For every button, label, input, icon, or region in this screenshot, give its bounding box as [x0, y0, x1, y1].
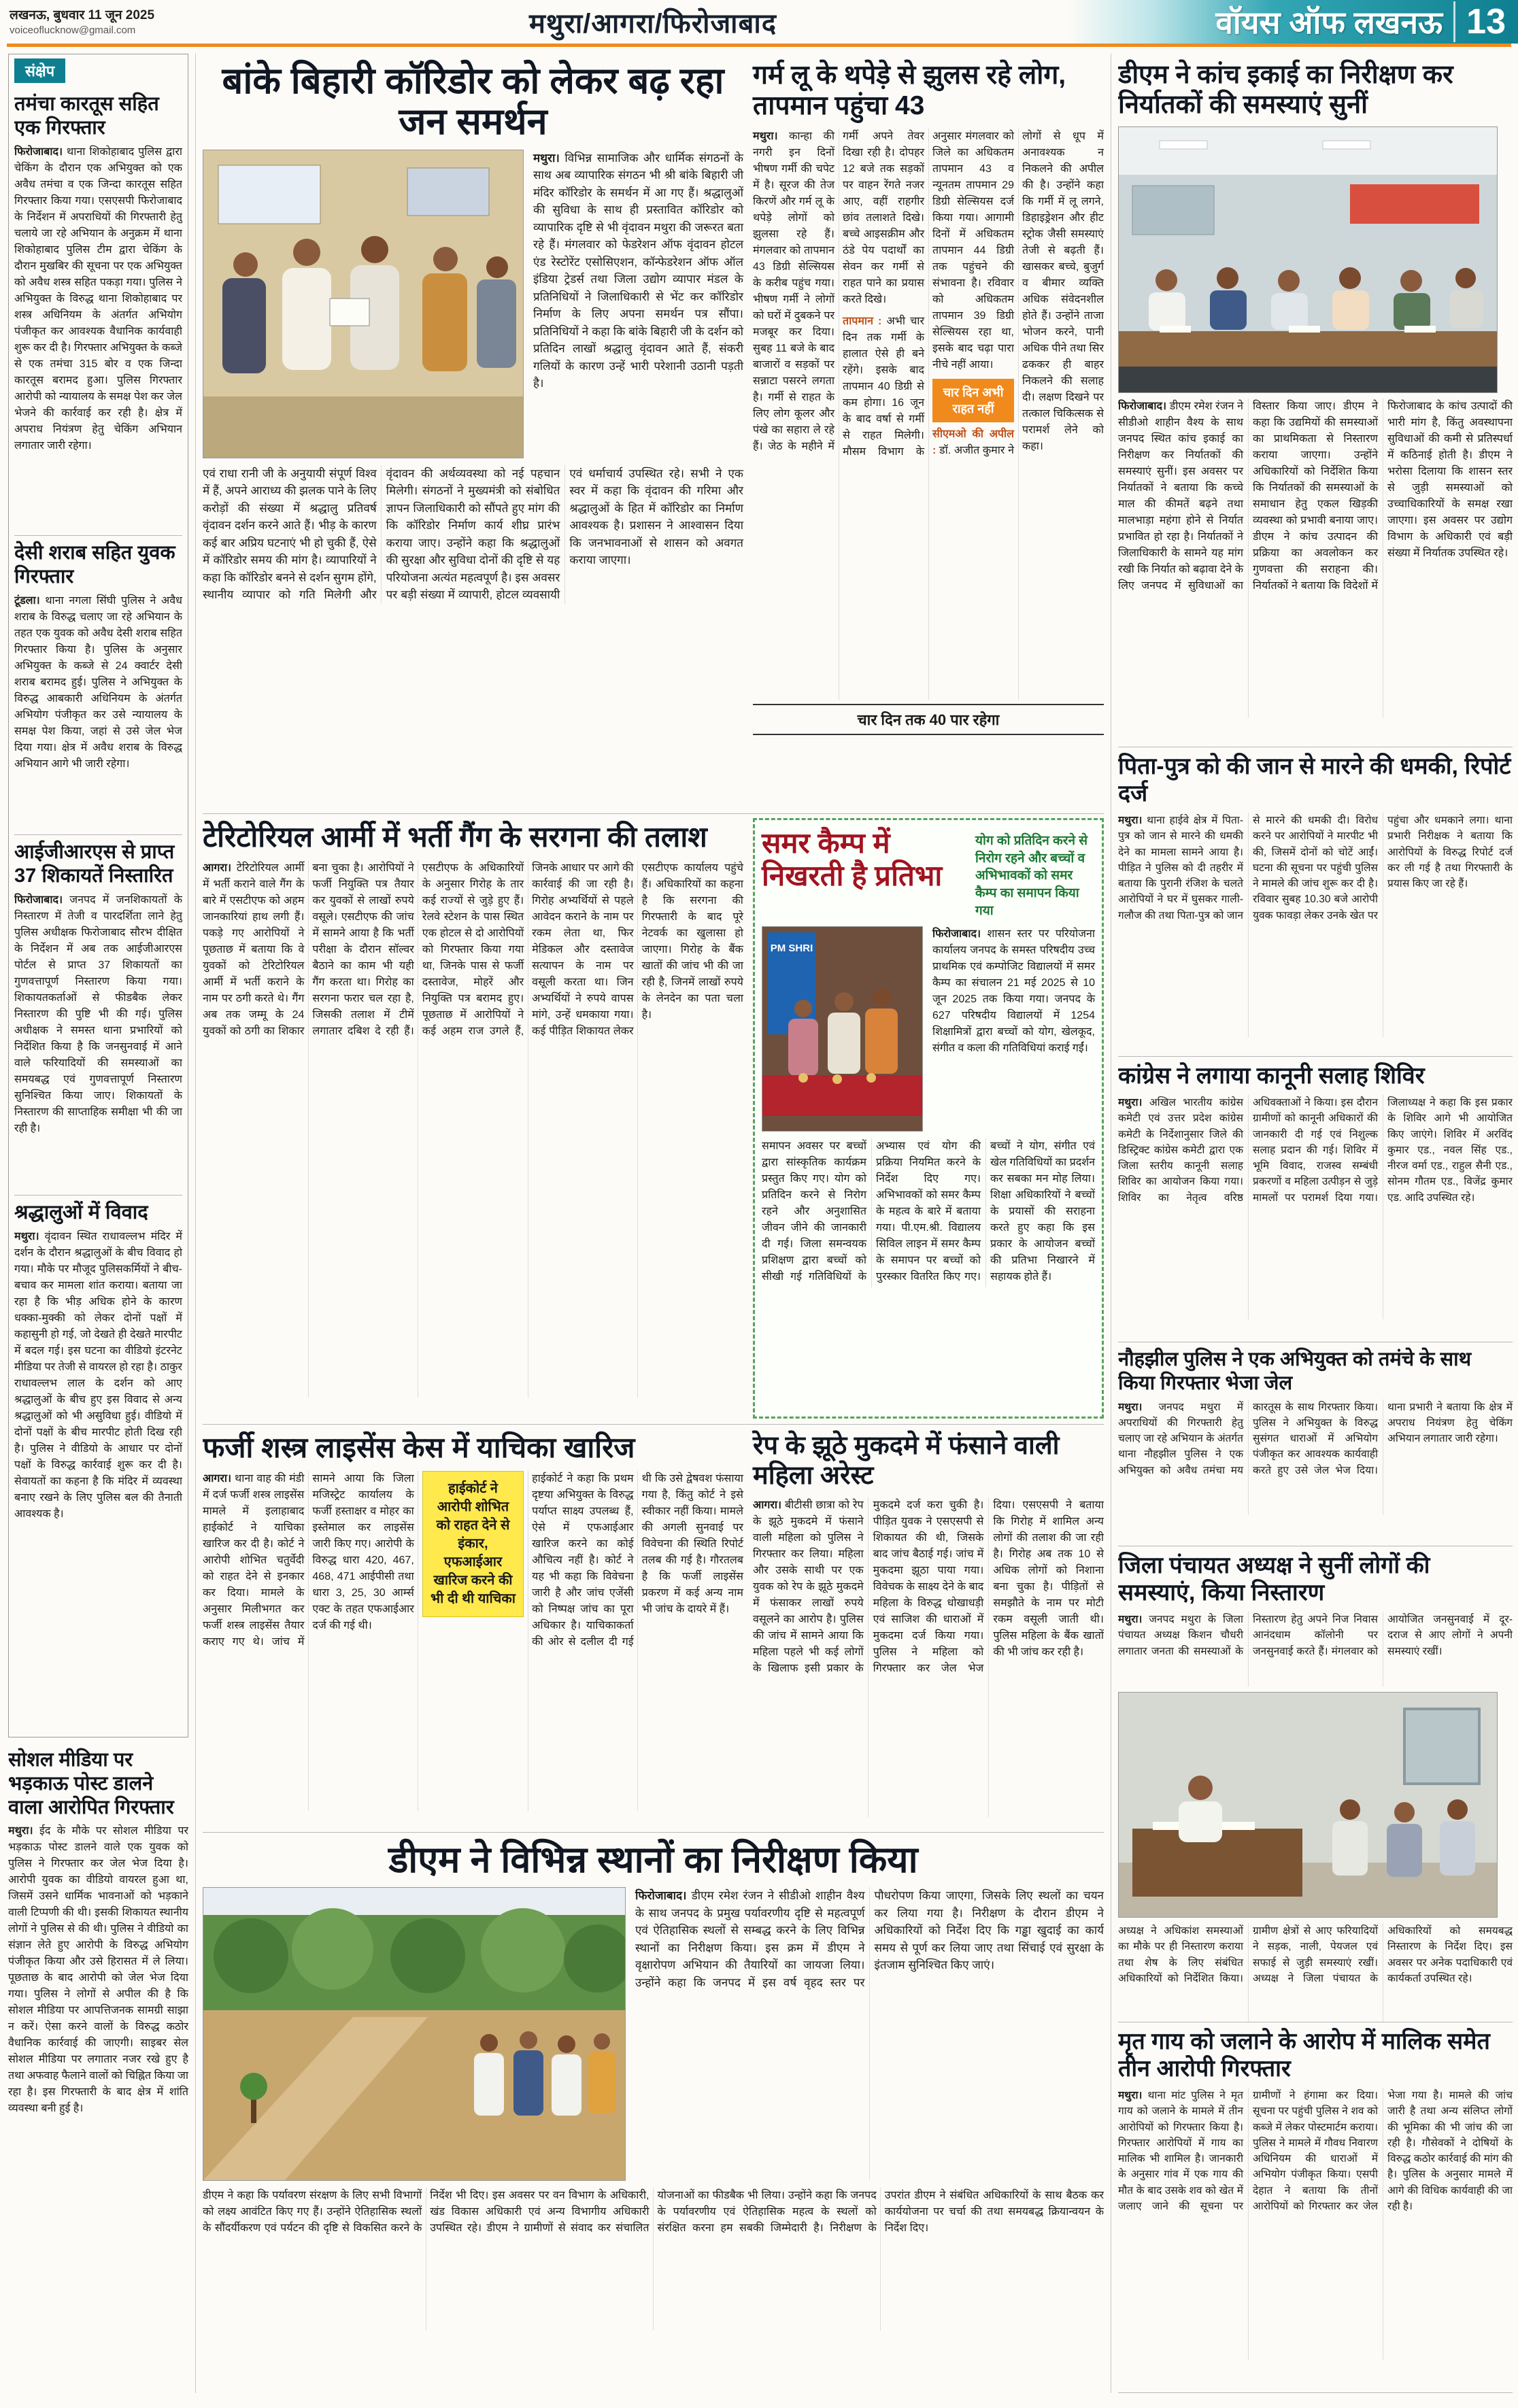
summer-camp-box [753, 818, 1104, 1419]
article-dead-cow-burning [1118, 2022, 1513, 2393]
brief-headline: श्रद्धालुओं में विवाद [14, 1202, 148, 1223]
article-headline: टेरिटोरियल आर्मी में भर्ती गैंग के सरगना की तलाश [203, 821, 707, 853]
article-congress-legal-camp [1118, 1057, 1513, 1342]
highcourt-pullquote: हाईकोर्ट ने आरोपी शोभित को राहत देने से इंकार, एफआईआर खारिज करने की भी दी थी याचिका [422, 1471, 524, 1617]
heat-alert-badge: चार दिन अभी राहत नहीं [932, 379, 1014, 422]
brief-article-sharab [14, 536, 182, 835]
page-content [0, 47, 1518, 2393]
brief-body: थाना शिकोहाबाद पुलिस द्वारा चेकिंग के दौरान एक अभियुक्त को एक अवैध तमंचा व एक जिन्दा कारतूस सहित गिरफ्तार किया गया। एसएसपी फिरोजाबाद के निर्देशन में अपराधियों की गिरफ्तारी हेतु चलाये जा रहे अभियान के अनुक्रम में थाना शिकोहाबाद पुलिस टीम द्वारा चेकिंग के दौरान मुखबिर की सूचना पर एक अभियुक्त को अवैध शस्त्र सहित पकड़ा गया। पुलिस ने अभियुक्त के विरुद्ध थाना शिकोहाबाद पर शस्त्र अधिनियम के अंतर्गत अभियोग पंजीकृत कर आवश्यक वैधानिक कार्यवाही शुरू कर दी है। गिरफ्तार अभियुक्त के कब्जे से एक तमंचा 315 बोर व एक जिन्दा कारतूस बरामद हुआ। पुलिस गिरफ्तार आरोपी को न्यायालय के समक्ष पेश कर जेल भेजने की कार्रवाई कर रही है। क्षेत्र में अपराध नियंत्रण हेतु चेकिंग अभियान लगातार जारी रहेगा। [14, 146, 182, 452]
dateline: मथुरा। [753, 130, 778, 142]
article-territorial-army-gang [203, 818, 743, 1419]
dateline: फिरोजाबाद। [635, 1889, 687, 1903]
dateline: मथुरा। [1118, 2090, 1143, 2102]
brief-body: थाना नगला सिंघी पुलिस ने अवैध शराब के विरुद्ध चलाए जा रहे अभियान के तहत एक युवक को अवैध देसी शराब सहित गिरफ्तार किया है। पुलिस के अनुसार अभियुक्त के कब्जे से 24 क्वार्टर देसी शराब बरामद हुई। पुलिस ने अभियुक्त के विरुद्ध आबकारी अधिनियम के अंतर्गत अभियोग पंजीकृत कर उसे न्यायालय के समक्ष पेश किया, जहां से उसे जेल भेज दिया गया। क्षेत्र में अवैध शराब के विरुद्ध अभियान आगे भी जारी रहेगा। [14, 594, 182, 770]
photo-summer-camp [762, 926, 923, 1132]
dateline: फिरोजाबाद। [932, 928, 981, 940]
article-headline: सोशल मीडिया पर भड़काऊ पोस्ट डालने वाला आरोपित गिरफ्तार [8, 1749, 174, 1818]
row-middle [203, 814, 1104, 1425]
article-body: अध्यक्ष ने अधिकांश समस्याओं का मौके पर ही निस्तारण कराया तथा शेष के लिए संबंधित अधिकारियों को निर्देशित किया। ग्रामीण क्षेत्रों से आए फरियादियों ने सड़क, नाली, पेयजल एवं सफाई से जुड़ी समस्याएं रखीं। अध्यक्ष ने जिला पंचायत के अधिकारियों को समयबद्ध निस्तारण के निर्देश दिए। इस अवसर पर अनेक पदाधिकारी एवं कार्यकर्ता उपस्थित रहे। [1118, 1925, 1513, 1984]
article-headline: जिला पंचायत अध्यक्ष ने सुनीं लोगों की समस्याएं, किया निस्तारण [1118, 1553, 1430, 1606]
article-headline: बांके बिहारी कॉरिडोर को लेकर बढ़ रहा जन समर्थन [222, 61, 724, 143]
edition-region-title: मथुरा/आगरा/फिरोजाबाद [529, 8, 777, 39]
article-body: डीएम रमेश रंजन ने सीडीओ शाहीन वैश्य के साथ जनपद के प्रमुख पर्यावरणीय दृष्टि से महत्वपूर्ण एवं ऐतिहासिक स्थलों से सम्बद्ध करने के लिए विभिन्न स्थानों का निरीक्षण किया। इस क्रम में डीएम ने वृक्षारोपण अभियान की तैयारियों का जायजा लिया। उन्होंने कहा कि जनपद में इस वर्ष वृहद स्तर पर पौधरोपण किया जाएगा, जिसके लिए स्थलों का चयन कर लिया गया है। निरीक्षण के दौरान डीएम ने अधिकारियों को निर्देश दिए कि गड्ढा खुदाई का कार्य समय से पूर्ण कर लिया जाए तथा सिंचाई एवं सुरक्षा के इंतजाम सुनिश्चित किए जाएं। [635, 1889, 1104, 1989]
article-headline: पिता-पुत्र को की जान से मारने की धमकी, रिपोर्ट दर्ज [1118, 753, 1511, 807]
dateline: मथुरा। [1118, 1401, 1143, 1413]
article-headline: नौहझील पुलिस ने एक अभियुक्त को तमंचे के साथ किया गिरफ्तार भेजा जेल [1118, 1349, 1472, 1394]
article-headline: रेप के झूठे मुकदमे में फंसाने वाली महिला अरेस्ट [753, 1431, 1060, 1490]
article-zila-panchayat-hearing [1118, 1546, 1513, 2022]
masthead [0, 0, 1518, 44]
photo-dm-inspection [203, 1887, 626, 2181]
article-false-rape-case [753, 1429, 1104, 1827]
article-body: थाना वाह की मंडी में दर्ज फर्जी शस्त्र लाइसेंस मामले में इलाहाबाद हाईकोर्ट ने याचिका खारिज कर दी है। कोर्ट ने आरोपी शोभित चतुर्वेदी को राहत देने से इनकार कर दिया। मामले के अनुसार मिलीभगत कर फर्जी शस्त्र लाइसेंस तैयार कराए गए थे। जांच में सामने आया कि जिला मजिस्ट्रेट कार्यालय के फर्जी हस्ताक्षर व मोहर का इस्तेमाल कर लाइसेंस जारी किए गए। आरोपी के विरुद्ध धारा 420, 467, 468, 471 आईपीसी तथा धारा 3, 25, 30 आर्म्स एक्ट के तहत एफआईआर दर्ज की गई थी। [203, 1473, 414, 1648]
article-body: थाना मांट पुलिस ने मृत गाय को जलाने के मामले में तीन आरोपियों को गिरफ्तार किया है। गिरफ्तार आरोपियों में गाय का मालिक भी शामिल है। जानकारी के अनुसार गांव में एक गाय की मौत के बाद उसके शव को खेत में जलाए जाने की सूचना पर ग्रामीणों ने हंगामा कर दिया। सूचना पर पहुंची पुलिस ने शव को कब्जे में लेकर पोस्टमार्टम कराया। पुलिस ने मामले में गौवध निवारण अधिनियम की धाराओं में अभियोग पंजीकृत किया। एसपी देहात ने बताया कि तीनों आरोपियों को गिरफ्तार कर जेल भेजा गया है। मामले की जांच जारी है तथा अन्य संलिप्त लोगों की भूमिका की भी जांच की जा रही है। गौसेवकों ने दोषियों के विरुद्ध कठोर कार्रवाई की मांग की है। पुलिस के अनुसार मामले में आगे की विधिक कार्यवाही की जा रही है। [1118, 2090, 1513, 2212]
date-line: लखनऊ, बुधवार 11 जून 2025 [10, 8, 155, 22]
article-body: ईद के मौके पर सोशल मीडिया पर भड़काऊ पोस्ट डालने वाले एक युवक को पुलिस ने गिरफ्तार कर जेल भेज दिया है। आरोपी युवक का वीडियो वायरल हुआ था, जिसमें उसने धार्मिक भावनाओं को भड़काने वाली टिप्पणी की थी। इसकी शिकायत स्थानीय लोगों ने पुलिस से की थी। पुलिस ने वीडियो का संज्ञान लेते हुए आरोपी के विरुद्ध अभियोग पंजीकृत किया और उसे हिरासत में ले लिया। पूछताछ के बाद आरोपी को जेल भेज दिया गया। पुलिस ने लोगों से अपील की है कि सोशल मीडिया पर आपत्तिजनक सामग्री साझा न करें। ऐसा करने वालों के विरुद्ध कठोर वैधानिक कार्रवाई की जाएगी। साइबर सेल सोशल मीडिया पर लगातार नजर रखे हुए है तथा अफवाह फैलाने वालों को चिह्नित किया जा रहा है। इस गिरफ्तारी के बाद क्षेत्र में शांति व्यवस्था बनी हुई है। [8, 1825, 188, 2115]
article-body: विभिन्न सामाजिक और धार्मिक संगठनों के साथ अब व्यापारिक संगठन भी श्री बांके बिहारी जी मंदिर कॉरिडोर के समर्थन में आ गए हैं। श्रद्धालुओं की सुविधा के साथ ही प्रस्तावित कॉरिडोर को व्यापारिक दृष्टि से भी वृंदावन मथुरा की जरूरत बता रहे हैं। मंगलवार को फेडरेशन ऑफ वृंदावन होटल एंड रेस्टोरेंट एसोसिएशन, कॉन्फेडरेशन ऑफ ऑल इंडिया ट्रेडर्स तथा जिला उद्योग व्यापार मंडल के प्रतिनिधियों ने जिलाधिकारी से भेंट कर कॉरिडोर निर्माण के लिए अपना समर्थन पत्र सौंपा। प्रतिनिधियों ने कहा कि बांके बिहारी जी के दर्शन को प्रतिदिन लाखों श्रद्धालु वृंदावन आते हैं, संकरी गलियों के कारण उन्हें भारी परेशानी उठानी पड़ती है। [533, 151, 743, 390]
article-dm-site-inspection [203, 1839, 1104, 2330]
dateline: मथुरा। [1118, 1614, 1143, 1626]
zila-panchayat-photo-illustration [1119, 1693, 1497, 1917]
dateline: आगरा। [203, 862, 232, 875]
dateline: फिरोजाबाद। [1118, 401, 1167, 413]
article-body: बीटीसी छात्रा को रेप के झूठे मुकदमे में फंसाने वाली महिला को पुलिस ने गिरफ्तार कर लिया। महिला और उसके साथी पर एक युवक को रेप के झूठे मुकदमे में फंसाकर लाखों रुपये वसूलने का आरोप है। पुलिस की जांच में सामने आया कि महिला पहले भी कई लोगों के खिलाफ इसी प्रकार के मुकदमे दर्ज करा चुकी है। पीड़ित युवक ने एसएसपी से शिकायत की थी, जिसके बाद जांच बैठाई गई। जांच में मुकदमा झूठा पाया गया। विवेचक के साक्ष्य देने के बाद महिला के विरुद्ध धोखाधड़ी एवं साजिश की धाराओं में मुकदमा दर्ज किया गया। पुलिस ने महिला को गिरफ्तार कर जेल भेज दिया। एसएसपी ने बताया कि गिरोह में शामिल अन्य लोगों की तलाश की जा रही है। गिरोह अब तक 10 से अधिक लोगों को निशाना बना चुका है। पीड़ितों से समझौते के नाम पर मोटी रकम वसूली जाती थी। पुलिस महिला के बैंक खातों की भी जांच कर रही है। [753, 1499, 1104, 1675]
corridor-photo-illustration [203, 150, 523, 458]
temperature-label: तापमान : [843, 315, 882, 327]
article-dm-glass-unit [1118, 54, 1513, 747]
article-body: अखिल भारतीय कांग्रेस कमेटी एवं उत्तर प्रदेश कांग्रेस कमेटी के निर्देशानुसार जिले की डिस्ट्रिक्ट कांग्रेस कमेटी द्वारा एक जिला स्तरीय कानूनी सलाह शिविर का आयोजन किया गया। शिविर का नेतृत्व वरिष्ठ अधिवक्ताओं ने किया। इस दौरान ग्रामीणों को कानूनी अधिकारों की जानकारी दी गई एवं निशुल्क सलाह प्रदान की गई। शिविर में भूमि विवाद, राजस्व सम्बंधी प्रकरणों व महिला उत्पीड़न से जुड़े मामलों पर परामर्श दिया गया। जिलाध्यक्ष ने कहा कि इस प्रकार के शिविर आगे भी आयोजित किए जाएंगे। शिविर में अरविंद कुमार एड., नवल सिंह एड., नीरज वर्मा एड., राहुल सैनी एड., सोनम गौतम एड., विजेंद्र कुमार एड. आदि उपस्थित रहे। [1118, 1097, 1513, 1204]
article-headline: गर्म लू के थपेड़े से झुलस रहे लोग, तापमान पहुंचा 43 [753, 61, 1066, 120]
article-headline: मृत गाय को जलाने के आरोप में मालिक समेत तीन आरोपी गिरफ्तार [1118, 2029, 1490, 2082]
temperature-text: अभी चार दिन तक गर्मी के हालात ऐसे ही बने रहेंगे। इसके बाद तापमान 40 डिग्री से कम होगा। 16 जून के बाद वर्षा से गर्मी से राहत मिलेगी। मौसम विभाग के अनुसार मंगलवार को जिले का अधिकतम तापमान 43 व न्यूनतम तापमान 29 डिग्री सेल्सियस दर्ज किया गया। आगामी दिनों में अधिकतम तापमान 44 डिग्री तक पहुंचने की संभावना है। रविवार को अधिकतम तापमान 39 डिग्री सेल्सियस रहा था, इसके बाद चढ़ा पारा नीचे नहीं आया। [843, 130, 1014, 458]
article-summer-camp [753, 818, 1104, 1419]
masthead-left [0, 0, 237, 44]
dateline: आगरा। [753, 1499, 782, 1512]
article-body: समापन अवसर पर बच्चों द्वारा सांस्कृतिक कार्यक्रम प्रस्तुत किए गए। योग को प्रतिदिन करने से निरोग रहने और अनुशासित जीवन जीने की जानकारी दी गई। जिला समन्वयक प्रशिक्षण द्वारा बच्चों को सीखी गई गतिविधियों के अभ्यास एवं योग की प्रक्रिया नियमित करने के निर्देश दिए गए। अभिभावकों को समर कैम्प के महत्व के बारे में बताया गया। पी.एम.श्री. विद्यालय सिविल लाइन में समर कैम्प के समापन पर बच्चों को पुरस्कार वितरित किए गए। बच्चों ने योग, संगीत एवं खेल गतिविधियों का प्रदर्शन कर सबका मन मोह लिया। शिक्षा अधिकारियों ने बच्चों के प्रयासों की सराहना करते हुए कहा कि इस प्रकार के आयोजन बच्चों की प्रतिभा निखारने में सहायक होते हैं। [762, 1140, 1095, 1283]
brief-article-igrs [14, 835, 182, 1195]
photo-banner-text: PM SHRI [770, 943, 813, 955]
dateline: मथुरा। [533, 151, 560, 165]
brief-headline: देसी शराब सहित युवक गिरफ्तार [14, 542, 175, 588]
cmo-appeal-text: डॉ. अजीत कुमार ने लोगों से धूप में अनावश्यक न निकलने की अपील की है। उन्होंने कहा कि गर्मी में लू लगने, डिहाइड्रेशन और हीट स्ट्रोक जैसी समस्याएं तेजी से बढ़ती हैं। खासकर बच्चे, बुजुर्ग व बीमार व्यक्ति अधिक संवेदनशील होते हैं। उन्होंने ताजा भोजन करने, पानी अधिक पीने तथा सिर ढककर ही बाहर निकलने की सलाह दी। लक्षण दिखने पर तत्काल चिकित्सक से परामर्श लेने को कहा। [939, 130, 1104, 456]
article-headline: डीएम ने विभिन्न स्थानों का निरीक्षण किया [388, 1839, 918, 1880]
brief-body: वृंदावन स्थित राधावल्लभ मंदिर में दर्शन के दौरान श्रद्धालुओं के बीच विवाद हो गया। मौके पर मौजूद पुलिसकर्मियों ने बीच-बचाव कर मामला शांत कराया। बताया जा रहा है कि भीड़ अधिक होने के कारण धक्का-मुक्की को लेकर दोनों पक्षों में कहासुनी हो गई, जो देखते ही देखते मारपीट में बदल गई। इस घटना का वीडियो इंटरनेट मीडिया पर तेजी से वायरल हो रहा है। ठाकुर राधावल्लभ लाल के दर्शन को आए श्रद्धालुओं के बीच हुए इस विवाद से अन्य श्रद्धालुओं को भी असुविधा हुई। वीडियो में दोनों पक्षों के बीच मारपीट होती दिख रही है। पुलिस ने वीडियो के आधार पर दोनों पक्षों के विरुद्ध कार्रवाई शुरू कर दी है। सेवायतों का कहना है कि मंदिर में व्यवस्था बनाए रखने के लिए पुलिस बल की तैनाती आवश्यक है। [14, 1230, 182, 1520]
briefs-box [8, 54, 188, 1737]
article-body: डीएम रमेश रंजन ने सीडीओ शाहीन वैश्य के साथ जनपद स्थित कांच इकाई का निरीक्षण कर निर्यातकों की समस्याएं सुनीं। इस अवसर पर निर्यातकों ने बताया कि कच्चे माल की कीमतें बढ़ने तथा मालभाड़ा महंगा होने से निर्यात प्रभावित हो रहा है। निर्यातकों ने जिलाधिकारी के सामने यह मांग रखी कि निर्यात को बढ़ावा देने के लिए जनपद में सुविधाओं का विस्तार किया जाए। डीएम ने कहा कि उद्यमियों की समस्याओं का प्राथमिकता से निस्तारण कराया जाएगा। उन्होंने अधिकारियों को निर्देशित किया कि निर्यातकों की समस्याओं के समाधान हेतु एकल खिड़की व्यवस्था को प्रभावी बनाया जाए। डीएम ने कांच उत्पादन की प्रक्रिया का अवलोकन कर गुणवत्ता की सराहना की। निर्यातकों ने बताया कि विदेशों में फिरोजाबाद के कांच उत्पादों की भारी मांग है, किंतु अवस्थापना सुविधाओं की कमी से प्रतिस्पर्धा में कठिनाई होती है। डीएम ने भरोसा दिलाया कि शासन स्तर से जुड़ी समस्याओं को उच्चाधिकारियों के समक्ष रखा जाएगा। इस अवसर पर उद्योग विभाग के अधिकारी एवं बड़ी संख्या में निर्यातक उपस्थित रहे। [1118, 401, 1513, 592]
article-body: थाना हाईवे क्षेत्र में पिता-पुत्र को जान से मारने की धमकी देने का मामला सामने आया है। पीड़ित ने पुलिस को दी तहरीर में बताया कि पुरानी रंजिश के चलते आरोपियों ने घर में घुसकर गाली-गलौज की तथा पिता-पुत्र को जान से मारने की धमकी दी। विरोध करने पर आरोपियों ने मारपीट भी की, जिसमें दोनों को चोटें आईं। घटना की सूचना पर पहुंची पुलिस ने मामले की जांच शुरू कर दी है। रविवार सुबह 10.30 बजे आरोपी युवक फावड़ा लेकर उनके खेत पर पहुंचा और धमकाने लगा। थाना प्रभारी निरीक्षक ने बताया कि आरोपियों के विरुद्ध रिपोर्ट दर्ज कर ली गई है तथा गिरफ्तारी के प्रयास किए जा रहे हैं। [1118, 815, 1513, 921]
article-body: शासन स्तर पर परियोजना कार्यालय जनपद के समस्त परिषदीय उच्च प्राथमिक एवं कम्पोजिट विद्यालयों में समर कैम्प का संचालन 21 मई 2025 से 10 जून 2025 तक किया गया। जनपद के 627 परिषदीय विद्यालयों में 1254 शिक्षामित्रों द्वारा बच्चों को योग, खेलकूद, संगीत व कला की गतिविधियां कराई गईं। [932, 928, 1095, 1055]
briefs-section-label: संक्षेप [14, 58, 65, 83]
masthead-brand-band [1069, 0, 1518, 44]
photo-glass-unit-meeting [1118, 126, 1498, 393]
center-column [195, 54, 1111, 2393]
glass-unit-photo-illustration [1119, 127, 1497, 392]
cmo-appeal-label: सीएमओ की अपील : [932, 428, 1014, 456]
summer-camp-photo-illustration [762, 927, 922, 1131]
article-headline: समर कैम्प में निखरती है प्रतिभा [762, 827, 943, 892]
article-body: डीएम ने कहा कि पर्यावरण संरक्षण के लिए सभी विभागों को लक्ष्य आवंटित किए गए हैं। उन्होंने ऐतिहासिक स्थलों के सौंदर्यीकरण एवं पर्यटन की दृष्टि से विकसित करने के निर्देश भी दिए। इस अवसर पर वन विभाग के अधिकारी, खंड विकास अधिकारी एवं अन्य विभागीय अधिकारी उपस्थित रहे। डीएम ने ग्रामीणों से संवाद कर संचालित योजनाओं का फीडबैक भी लिया। उन्होंने कहा कि जनपद के पर्यावरणीय एवं ऐतिहासिक महत्व के स्थलों को संरक्षित करना हम सबकी जिम्मेदारी है। निरीक्षण के उपरांत डीएम ने संबंधित अधिकारियों के साथ बैठक कर कार्ययोजना पर चर्चा की तथा समयबद्ध क्रियान्वयन के निर्देश दिए। [203, 2190, 1104, 2235]
article-body: कान्हा की नगरी इन दिनों भीषण गर्मी की चपेट में है। सूरज की तेज किरणें और गर्म लू के थपेड़े लोगों को झुलसा रहे हैं। मंगलवार को तापमान 43 डिग्री सेल्सियस के करीब पहुंच गया। भीषण गर्मी ने लोगों को घरों में दुबकने पर मजबूर कर दिया। सुबह 11 बजे के बाद बाजारों व सड़कों पर सन्नाटा पसरने लगता है। गर्मी से राहत के लिए लोग कूलर और पंखे का सहारा ले रहे हैं। जेठ के महीने में गर्मी अपने तेवर दिखा रही है। दोपहर 12 बजे तक सड़कों पर वाहन रेंगते नजर आए, वहीं राहगीर छांव तलाशते दिखे। बच्चे आइसक्रीम और ठंडे पेय पदार्थों का सेवन कर गर्मी से राहत पाने का प्रयास करते दिखे। [753, 130, 924, 452]
briefs-rail [8, 54, 188, 2393]
brief-article-tamancha [14, 87, 182, 536]
dateline: मथुरा। [14, 1230, 39, 1242]
dateline: आगरा। [203, 1473, 232, 1485]
row-top [203, 54, 1104, 814]
brief-headline: तमंचा कारतूस सहित एक गिरफ्तार [14, 93, 159, 139]
dateline: मथुरा। [1118, 815, 1143, 827]
article-body: हाईकोर्ट ने कहा कि प्रथम दृष्टया अभियुक्त के विरुद्ध पर्याप्त साक्ष्य उपलब्ध हैं, ऐसे में एफआईआर खारिज करने का कोई औचित्य नहीं है। कोर्ट ने यह भी कहा कि विवेचना जारी है और जांच एजेंसी को निष्पक्ष जांच का पूरा अधिकार है। याचिकाकर्ता की ओर से दलील दी गई थी कि उसे द्वेषवश फंसाया गया है, किंतु कोर्ट ने इसे स्वीकार नहीं किया। मामले की अगली सुनवाई पर विवेचना की स्थिति रिपोर्ट तलब की गई है। गौरतलब है कि फर्जी लाइसेंस प्रकरण में कई अन्य नाम भी जांच के दायरे में हैं। [532, 1473, 743, 1648]
brief-body: जनपद में जनशिकायतों के निस्तारण में तेजी व पारदर्शिता लाने हेतु पुलिस अधीक्षक फिरोजाबाद सौरभ दीक्षित के निर्देशन में अब तक आईजीआरएस पोर्टल से प्राप्त 37 शिकायतों का गुणवत्तापूर्ण निस्तारण किया गया। शिकायतकर्ताओं से फीडबैक लेकर निस्तारण की पुष्टि भी की गई। पुलिस अधीक्षक ने समस्त थाना प्रभारियों को निर्देशित किया है कि जनसुनवाई में आने वाले फरियादियों की समस्याओं का समयबद्ध एवं गुणवत्तापूर्ण निस्तारण सुनिश्चित किया जाए। शिकायतों के निस्तारण की साप्ताहिक समीक्षा भी की जा रही है। [14, 894, 182, 1134]
dateline: मथुरा। [1118, 1097, 1143, 1109]
heat-forecast-note: चार दिन तक 40 पार रहेगा [753, 704, 1104, 735]
article-social-media-arrest [8, 1743, 188, 2341]
article-death-threat [1118, 747, 1513, 1057]
row-bottom [203, 1833, 1104, 2371]
article-banke-bihari-corridor [203, 58, 743, 808]
article-body: एवं राधा रानी जी के अनुयायी संपूर्ण विश्व में हैं, अपने आराध्य की झलक पाने के लिए करोड़ों की संख्या में श्रद्धालु प्रतिवर्ष वृंदावन दर्शन करने आते हैं। भीड़ के कारण कई बार अप्रिय घटनाएं भी हो चुकी हैं, ऐसे में कॉरिडोर समय की मांग है। व्यापारियों ने कहा कि कॉरिडोर बनने से दर्शन सुगम होंगे, स्थानीय व्यापार को गति मिलेगी और वृंदावन की अर्थव्यवस्था को नई पहचान मिलेगी। संगठनों ने मुख्यमंत्री को संबोधित ज्ञापन जिलाधिकारी को सौंपते हुए मांग की कि कॉरिडोर निर्माण कार्य शीघ्र प्रारंभ कराया जाए। उन्होंने कहा कि श्रद्धालुओं की सुरक्षा और सुविधा दोनों की दृष्टि से यह परियोजना अत्यंत महत्वपूर्ण है। इस अवसर पर बड़ी संख्या में व्यापारी, होटल व्यवसायी एवं धर्माचार्य उपस्थित रहे। सभी ने एक स्वर में कहा कि वृंदावन की गरिमा और श्रद्धालुओं के हित में कॉरिडोर का निर्माण आवश्यक है। प्रशासन ने आश्वासन दिया कि जनभावनाओं से शासन को अवगत कराया जाएगा। [203, 467, 743, 602]
page-number: 13 [1453, 1, 1518, 42]
article-body: जनपद मथुरा के जिला पंचायत अध्यक्ष किशन चौधरी लगातार जनता की समस्याओं के निस्तारण हेतु अपने निज निवास आनंदधाम कॉलोनी पर जनसुनवाई करते हैं। मंगलवार को आयोजित जनसुनवाई में दूर-दराज से आए लोगों ने अपनी समस्याएं रखीं। [1118, 1614, 1513, 1657]
photo-corridor-memorandum [203, 150, 524, 458]
article-nauhjheel-arrest [1118, 1342, 1513, 1546]
brand-title: वॉयस ऑफ लखनऊ [1215, 5, 1443, 40]
article-heat-wave [753, 58, 1104, 808]
article-body: टेरिटोरियल आर्मी में भर्ती कराने वाले गैंग के बारे में एसटीएफ को अहम जानकारियां हाथ लगी हैं। पकड़े गए आरोपियों ने पूछताछ में बताया कि वे युवकों को टेरिटोरियल आर्मी में भर्ती कराने के नाम पर ठगी करते थे। गैंग अब तक जम्मू के 24 युवकों को ठगी का शिकार बना चुका है। आरोपियों ने फर्जी नियुक्ति पत्र तैयार कर युवकों से लाखों रुपये वसूले। एसटीएफ की जांच में सामने आया है कि भर्ती परीक्षा के दौरान सॉल्वर बैठाने का काम भी यही गैंग करता था। गिरोह का सरगना फरार चल रहा है, जिसकी तलाश में टीमें लगातार दबिश दे रही हैं। एसटीएफ के अधिकारियों के अनुसार गिरोह के तार कई राज्यों से जुड़े हुए हैं। रेलवे स्टेशन के पास स्थित एक होटल से दो आरोपियों को गिरफ्तार किया गया था, जिनके पास से फर्जी दस्तावेज, मोहरें और नियुक्ति पत्र बरामद हुए। पूछताछ में आरोपियों ने कई अहम राज उगले हैं, जिनके आधार पर आगे की कार्रवाई की जा रही है। गिरोह अभ्यर्थियों से पहले आवेदन कराने के नाम पर रकम लेता था, फिर मेडिकल और दस्तावेज सत्यापन के नाम पर वसूली करता था। जिन अभ्यर्थियों ने रुपये वापस मांगे, उन्हें धमकाया गया। कई पीड़ित शिकायत लेकर एसटीएफ कार्यालय पहुंचे हैं। अधिकारियों का कहना है कि सरगना की गिरफ्तारी के बाद पूरे नेटवर्क का खुलासा हो जाएगा। गिरोह के बैंक खातों की जांच भी की जा रही है, जिनमें लाखों रुपये के लेनदेन का पता चला है। [203, 862, 743, 1038]
dateline: टूंडला। [14, 594, 40, 607]
article-subtitle: योग को प्रतिदिन करने से निरोग रहने और बच्चों व अभिभावकों को समर कैम्प का समापन किया गया [975, 834, 1088, 918]
article-headline: डीएम ने कांच इकाई का निरीक्षण कर निर्यातकों की समस्याएं सुनीं [1118, 61, 1453, 119]
article-fake-arms-license [203, 1429, 743, 1827]
inspection-photo-illustration [203, 1888, 625, 2180]
article-headline: फर्जी शस्त्र लाइसेंस केस में याचिका खारिज [203, 1431, 635, 1463]
photo-zila-panchayat-office [1118, 1692, 1498, 1918]
brief-article-vivad [14, 1195, 182, 1733]
dateline: मथुरा। [8, 1825, 33, 1837]
contact-email: voiceoflucknow@gmail.com [10, 24, 136, 36]
right-column [1118, 54, 1513, 2393]
dateline: फिरोजाबाद। [14, 894, 63, 906]
brief-headline: आईजीआरएस से प्राप्त 37 शिकायतें निस्तारित [14, 841, 175, 887]
article-headline: कांग्रेस ने लगाया कानूनी सलाह शिविर [1118, 1063, 1425, 1089]
row-lower [203, 1425, 1104, 1833]
article-body: जनपद मथुरा में अपराधियों की गिरफ्तारी हेतु चलाए जा रहे अभियान के अंतर्गत थाना नौहझील पुलिस ने एक अभियुक्त को अवैध तमंचा मय कारतूस के साथ गिरफ्तार किया। पुलिस ने अभियुक्त के विरुद्ध सुसंगत धाराओं में अभियोग पंजीकृत कर आवश्यक कार्यवाही करते हुए उसे जेल भेज दिया। थाना प्रभारी ने बताया कि क्षेत्र में अपराध नियंत्रण हेतु चेकिंग अभियान लगातार जारी रहेगा। [1118, 1401, 1513, 1476]
dateline: फिरोजाबाद। [14, 146, 63, 158]
